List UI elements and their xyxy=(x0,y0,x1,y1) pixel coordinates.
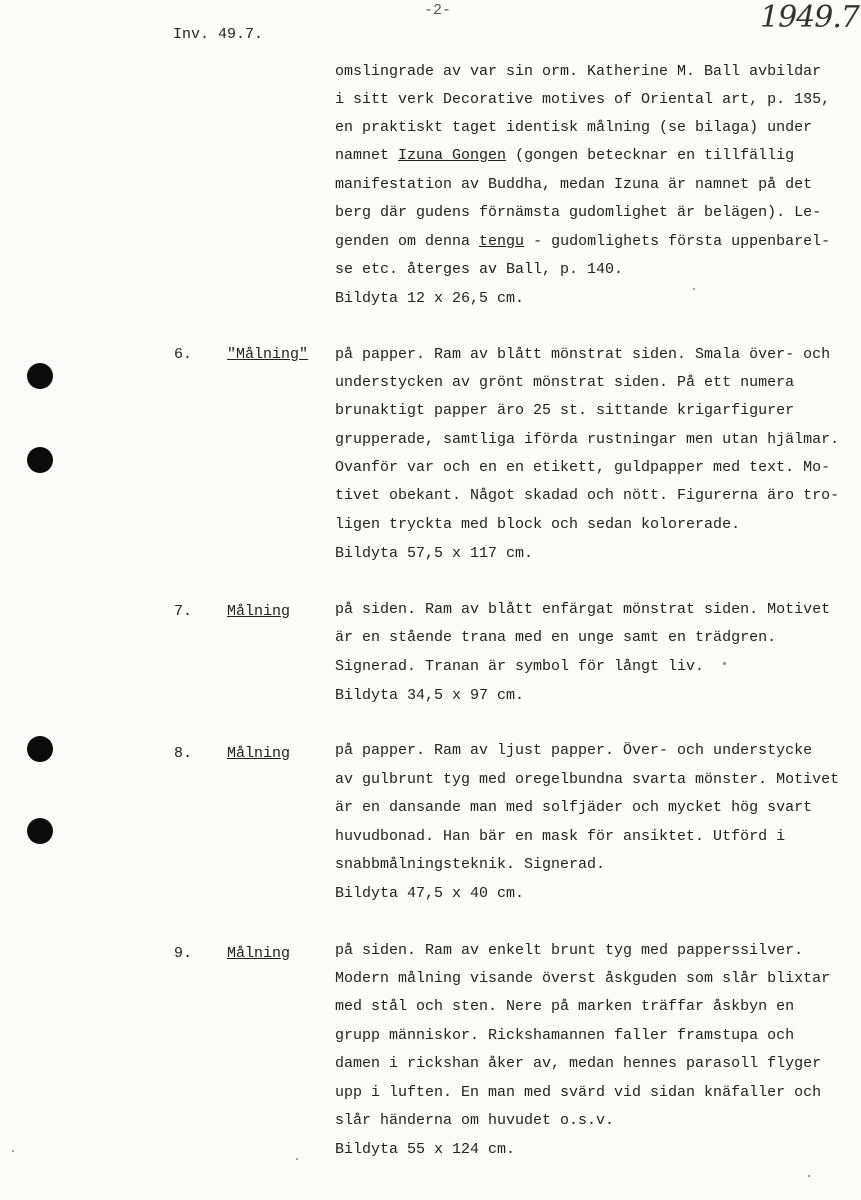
text-line: ligen tryckta med block och sedan kolorerade. xyxy=(335,516,741,533)
punch-hole xyxy=(27,447,53,473)
text-line: Signerad. Tranan är symbol för långt liv. xyxy=(335,658,705,675)
text-line: på siden. Ram av enkelt brunt tyg med papperssilver. xyxy=(335,942,804,959)
punch-hole xyxy=(27,736,53,762)
text-line: understycken av grönt mönstrat siden. På ett numera xyxy=(335,374,795,391)
text-fragment: - gudomlighets första uppenbarel- xyxy=(533,233,831,250)
text-line: damen i rickshan åker av, medan hennes parasoll flyger xyxy=(335,1055,822,1072)
dimensions-line: Bildyta 12 x 26,5 cm. xyxy=(335,290,525,307)
text-line: är en dansande man med solfjäder och mycket hög svart xyxy=(335,799,813,816)
dimensions-line: Bildyta 55 x 124 cm. xyxy=(335,1141,516,1158)
entry-number: 7. xyxy=(174,603,193,620)
handwritten-number: 1949.7 xyxy=(760,0,859,35)
dimensions-line: Bildyta 57,5 x 117 cm. xyxy=(335,545,534,562)
underlined-term: tengu xyxy=(479,233,525,250)
text-line: se etc. återges av Ball, p. 140. xyxy=(335,261,624,278)
entry-label xyxy=(227,945,290,963)
text-line: huvudbonad. Han bär en mask för ansiktet. Utförd i xyxy=(335,828,786,845)
text-line: på papper. Ram av ljust papper. Över- och understycke xyxy=(335,742,813,759)
text-line xyxy=(335,147,794,165)
entry-label xyxy=(227,745,290,763)
paper-speck xyxy=(12,1150,14,1152)
text-line: i sitt verk Decorative motives of Oriental art, p. 135, xyxy=(335,91,831,108)
text-line: upp i luften. En man med svärd vid sidan knäfaller och xyxy=(335,1084,822,1101)
text-line: berg där gudens förnämsta gudomlighet är belägen). Le- xyxy=(335,204,822,221)
text-line: Ovanför var och en en etikett, guldpapper med text. Mo- xyxy=(335,459,831,476)
dimensions-line: Bildyta 34,5 x 97 cm. xyxy=(335,687,525,704)
text-line: grupperade, samtliga iförda rustningar men utan hjälmar. xyxy=(335,431,840,448)
page-number: -2- xyxy=(424,2,452,19)
text-line: en praktiskt taget identisk målning (se bilaga) under xyxy=(335,119,813,136)
paper-speck xyxy=(693,288,695,290)
entry-number: 9. xyxy=(174,945,193,962)
paper-speck xyxy=(723,662,726,665)
punch-hole xyxy=(27,363,53,389)
text-line: på papper. Ram av blått mönstrat siden. Smala över- och xyxy=(335,346,831,363)
entry-number: 6. xyxy=(174,346,193,363)
text-fragment: (gongen betecknar en tillfällig xyxy=(515,147,795,164)
entry-label-text: Målning xyxy=(227,603,291,620)
entry-label-text: "Målning" xyxy=(227,346,309,363)
text-line: av gulbrunt tyg med oregelbundna svarta mönster. Motivet xyxy=(335,771,840,788)
text-line: på siden. Ram av blått enfärgat mönstrat siden. Motivet xyxy=(335,601,831,618)
punch-hole xyxy=(27,818,53,844)
text-line xyxy=(335,233,830,251)
inventory-number: Inv. 49.7. xyxy=(173,26,264,43)
text-fragment: genden om denna xyxy=(335,233,480,250)
text-line: grupp människor. Rickshamannen faller framstupa och xyxy=(335,1027,795,1044)
text-line: med stål och sten. Nere på marken träffar åskbyn en xyxy=(335,998,795,1015)
entry-number: 8. xyxy=(174,745,193,762)
text-line: manifestation av Buddha, medan Izuna är namnet på det xyxy=(335,176,813,193)
entry-label-text: Målning xyxy=(227,945,291,962)
text-line: tivet obekant. Något skadad och nött. Figurerna äro tro- xyxy=(335,487,840,504)
text-line: är en stående trana med en unge samt en trädgren. xyxy=(335,629,777,646)
entry-label xyxy=(227,603,290,621)
text-line: slår händerna om huvudet o.s.v. xyxy=(335,1112,615,1129)
underlined-name: Izuna Gongen xyxy=(398,147,507,164)
paper-speck xyxy=(808,1175,810,1177)
text-fragment: namnet xyxy=(335,147,399,164)
entry-label xyxy=(227,346,308,364)
text-line: brunaktigt papper äro 25 st. sittande krigarfigurer xyxy=(335,402,795,419)
paper-speck xyxy=(296,1158,298,1160)
entry-label-text: Målning xyxy=(227,745,291,762)
text-line: snabbmålningsteknik. Signerad. xyxy=(335,856,606,873)
dimensions-line: Bildyta 47,5 x 40 cm. xyxy=(335,885,525,902)
text-line: Modern målning visande överst åskguden som slår blixtar xyxy=(335,970,831,987)
text-line: omslingrade av var sin orm. Katherine M. Ball avbildar xyxy=(335,63,822,80)
